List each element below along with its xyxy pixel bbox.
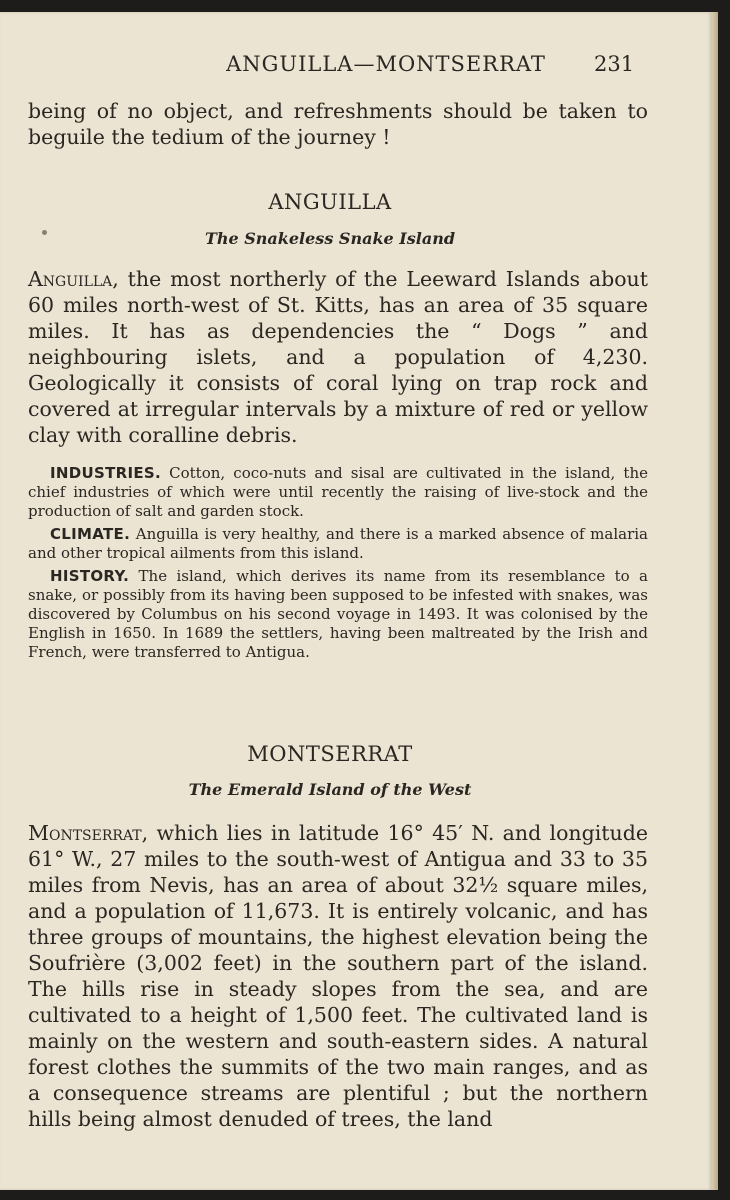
history-text: The island, which derives its name from its resemblance to a snake, or possibly from its having been supposed to be infested with snakes, was discovered by Columbus on his second voyage in 1493. It was colonised by the English in 1650. In 1689 the settlers, having been maltreated by the Irish and French, were transferred to Antigua. — [28, 567, 648, 661]
book-page — [0, 12, 712, 1190]
anguilla-heading: ANGUILLA — [268, 190, 392, 214]
intro-paragraph: being of no object, and refreshments should be taken to beguile the tedium of the journey ! — [28, 99, 648, 149]
climate-text: Anguilla is very healthy, and there is a marked absence of malaria and other tropical ailments from this island. — [28, 525, 648, 562]
anguilla-intro-paragraph — [28, 266, 648, 448]
industries-label: INDUSTRIES. — [50, 464, 161, 482]
montserrat-subheading: The Emerald Island of the West — [188, 780, 472, 799]
history-label: HISTORY. — [50, 567, 130, 585]
anguilla-subheading: The Snakeless Snake Island — [204, 229, 456, 248]
running-header: ANGUILLA—MONTSERRAT — [226, 52, 546, 76]
page-edge — [712, 12, 718, 1190]
montserrat-lead-word: Montserrat — [28, 821, 142, 845]
montserrat-heading: MONTSERRAT — [247, 742, 413, 766]
anguilla-details — [28, 464, 648, 666]
climate-label: CLIMATE. — [50, 525, 131, 543]
climate-paragraph — [28, 525, 648, 563]
anguilla-body: , the most northerly of the Leeward Islands about 60 miles north-west of St. Kitts, has an area of 35 square miles. It has as dependencies the “ Dogs ” and neighbouring islets, and a population of 4,230. Geologically it consists of coral lying on trap rock and covered at irregular intervals by a mixture of red or yellow clay with coralline debris. — [28, 267, 648, 447]
anguilla-lead-word: Anguilla — [28, 267, 113, 291]
montserrat-body: , which lies in latitude 16° 45′ N. and longitude 61° W., 27 miles to the south-west of Antigua and 33 to 35 miles from Nevis, has an area of about 32½ square miles, and a population of 11,673. It is entirely volcanic, and has three groups of mountains, the highest elevation being the Soufrière (3,002 feet) in the southern part of the island. The hills rise in steady slopes from the sea, and are cultivated to a height of 1,500 feet. The cultivated land is mainly on the western and south-eastern sides. A natural forest clothes the summits of the two main ranges, and as a consequence streams are plentiful ; but the northern hills being almost denuded of trees, the land — [28, 821, 648, 1131]
industries-paragraph — [28, 464, 648, 521]
industries-text: Cotton, coco-nuts and sisal are cultivated in the island, the chief industries of which were until recently the raising of live-stock and the production of salt and garden stock. — [28, 464, 648, 520]
page-number: 231 — [594, 52, 635, 76]
montserrat-paragraph — [28, 820, 648, 1132]
history-paragraph — [28, 567, 648, 662]
